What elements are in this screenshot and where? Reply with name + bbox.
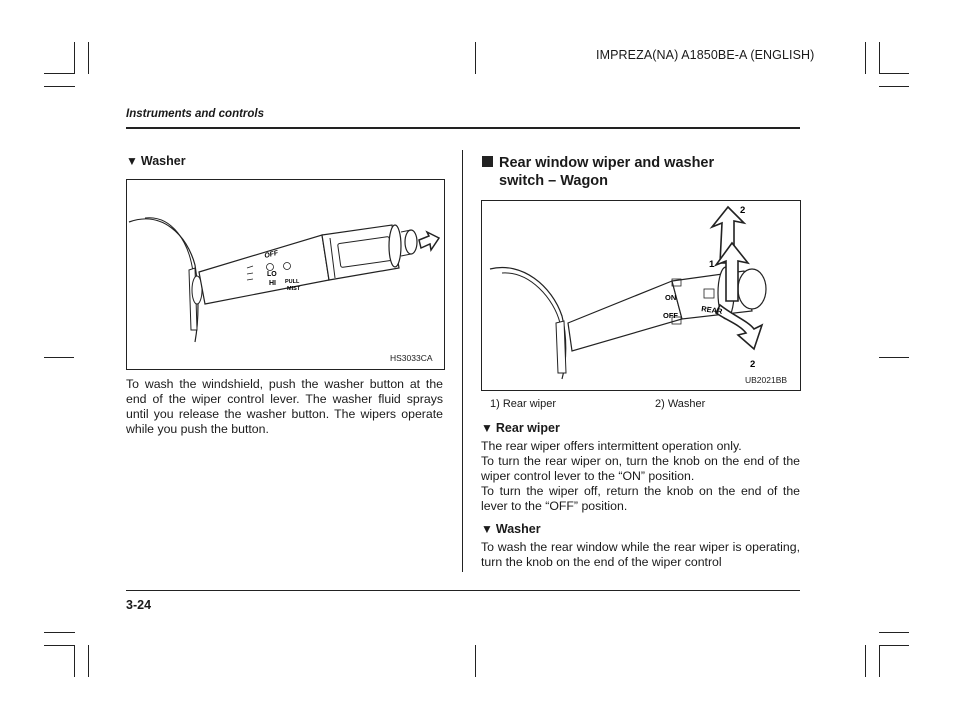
page-number: 3-24	[126, 598, 152, 612]
rear-wiper-lever-illustration	[482, 201, 800, 390]
callout-1: 1	[709, 259, 715, 270]
washer-lever-illustration	[127, 180, 444, 369]
washer-subhead: ▼ Washer	[126, 154, 186, 168]
rear-wiper-figure	[481, 200, 801, 391]
callout-2-bottom: 2	[750, 359, 756, 370]
on-label: ON	[665, 293, 677, 302]
rear-washer-subhead: ▼ Washer	[481, 522, 541, 536]
hi-label: HI	[269, 280, 276, 287]
triangle-bullet-icon: ▼	[481, 522, 493, 536]
rear-wiper-subhead: ▼ Rear wiper	[481, 421, 560, 435]
washer-paragraph: To wash the windshield, push the washer button at the end of the wiper control lever. The washer fluid sprays until you release the washer button. The wipers operate while you push the button.	[126, 377, 443, 436]
triangle-bullet-icon: ▼	[481, 421, 493, 435]
footer-rule	[126, 590, 800, 591]
document-id: IMPREZA(NA) A1850BE-A (ENGLISH)	[596, 48, 815, 62]
triangle-bullet-icon: ▼	[126, 154, 138, 168]
lo-label: LO	[267, 271, 277, 278]
rear-wiper-paragraph: The rear wiper offers intermittent operation only. To turn the rear wiper on, turn the knob on the end of the wiper control lever to the “ON” position. To turn the wiper off, return the knob on the end of the lever to the “OFF” position.	[481, 439, 800, 513]
section-title: Instruments and controls	[126, 108, 265, 120]
column-divider	[462, 150, 463, 572]
rear-washer-paragraph: To wash the rear window while the rear wiper is operating, turn the knob on the end of the wiper control	[481, 540, 800, 569]
square-bullet-icon	[482, 156, 493, 167]
mist-label: MIST	[287, 286, 301, 292]
caption-rear-wiper: 1) Rear wiper	[490, 398, 557, 410]
off-label: OFF	[663, 311, 678, 320]
rear-wiper-heading: Rear window wiper and washer switch – Wagon	[482, 154, 772, 190]
rear-label: REAR	[700, 304, 724, 316]
figure-code: UB2021BB	[745, 375, 788, 385]
pull-label: PULL	[285, 279, 300, 285]
washer-figure	[126, 179, 445, 370]
caption-washer: 2) Washer	[655, 398, 706, 410]
figure-code: HS3033CA	[390, 353, 433, 363]
off-label: OFF	[263, 249, 280, 260]
callout-2-top: 2	[740, 205, 746, 216]
header-rule	[126, 127, 800, 129]
